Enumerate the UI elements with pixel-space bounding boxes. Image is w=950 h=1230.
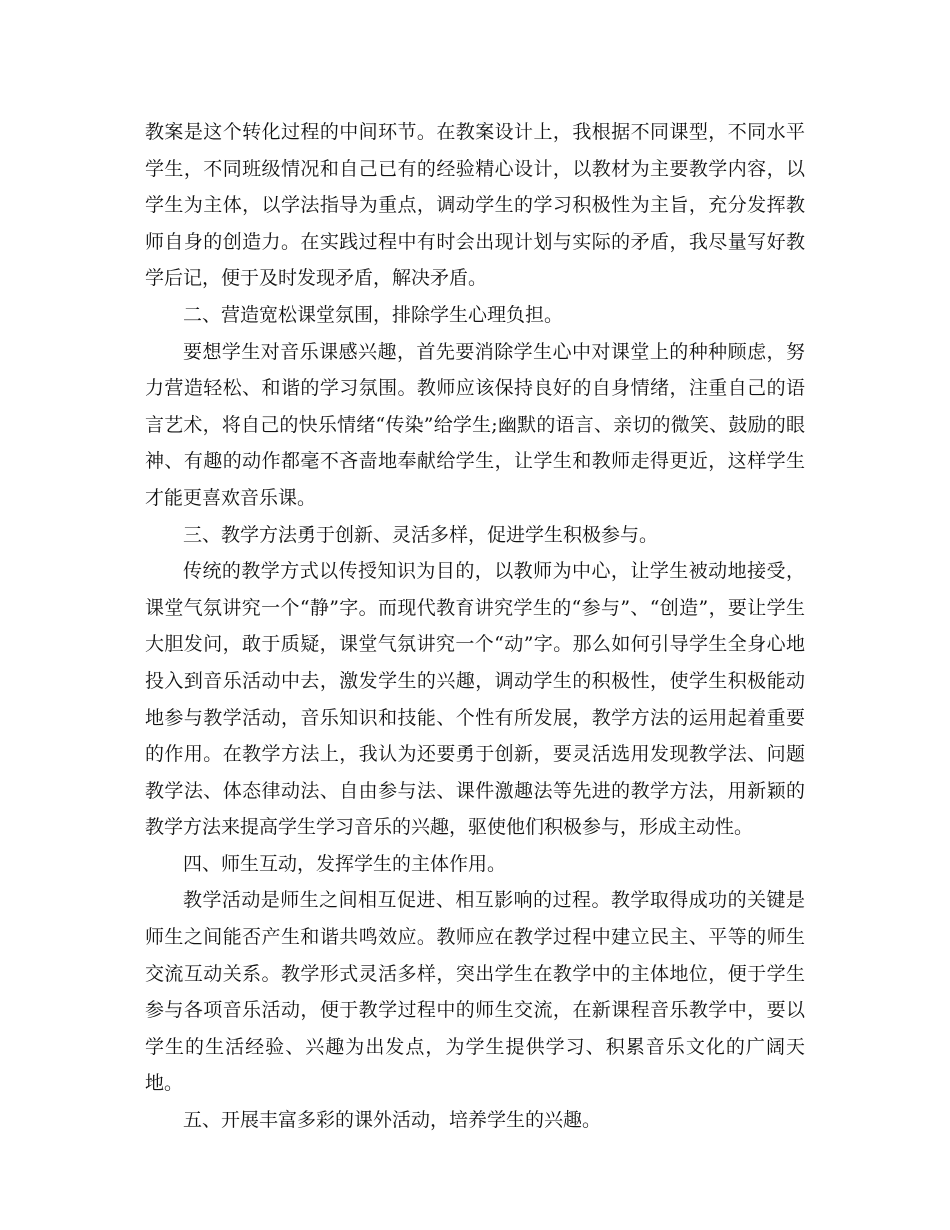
paragraph-teacher-student-interaction: 教学活动是师生之间相互促进、相互影响的过程。教学取得成功的关键是师生之间能否产生和谐共鸣效应。教师应在教学过程中建立民主、平等的师生交流互动关系。教学形式灵活多样，突出学生在教学中的主体地位，便于学生参与各项音乐活动，便于教学过程中的师生交流，在新课程音乐教学中，要以学生的生活经验、兴趣为出发点，为学生提供学习、积累音乐文化的广阔天地。 bbox=[145, 889, 805, 1095]
paragraph-teaching-methods: 传统的教学方式以传授知识为目的，以教师为中心，让学生被动地接受，课堂气氛讲究一个“静”字。而现代教育讲究学生的“参与”、“创造”，要让学生大胆发问，敢于质疑，课堂气氛讲究一个“动”字。那么如何引导学生全身心地投入到音乐活动中去，激发学生的兴趣，调动学生的积极性，使学生积极能动地参与教学活动，音乐知识和技能、个性有所发展，教学方法的运用起着重要的作用。在教学方法上，我认为还要勇于创新，要灵活选用发现教学法、问题教学法、体态律动法、自由参与法、课件激趣法等先进的教学方法，用新颖的教学方法来提高学生学习音乐的兴趣，驱使他们积极参与，形成主动性。 bbox=[145, 560, 805, 839]
section-heading-4: 四、师生互动，发挥学生的主体作用。 bbox=[183, 852, 507, 875]
document-body bbox=[145, 114, 805, 1139]
section-heading-3: 三、教学方法勇于创新、灵活多样，促进学生积极参与。 bbox=[183, 523, 659, 546]
section-heading-2: 二、营造宽松课堂氛围，排除学生心理负担。 bbox=[183, 303, 564, 326]
paragraph-lesson-plan: 教案是这个转化过程的中间环节。在教案设计上，我根据不同课型，不同水平学生，不同班级情况和自己已有的经验精心设计，以教材为主要教学内容，以学生为主体，以学法指导为重点，调动学生的学习积极性为主旨，充分发挥教师自身的创造力。在实践过程中有时会出现计划与实际的矛盾，我尽量写好教学后记，便于及时发现矛盾，解决矛盾。 bbox=[145, 121, 805, 290]
section-heading-5: 五、开展丰富多彩的课外活动，培养学生的兴趣。 bbox=[183, 1109, 602, 1132]
paragraph-classroom-atmosphere: 要想学生对音乐课感兴趣，首先要消除学生心中对课堂上的种种顾虑，努力营造轻松、和谐的学习氛围。教师应该保持良好的自身情绪，注重自己的语言艺术，将自己的快乐情绪“传染”给学生;幽默的语言、亲切的微笑、鼓励的眼神、有趣的动作都毫不吝啬地奉献给学生，让学生和教师走得更近，这样学生才能更喜欢音乐课。 bbox=[145, 340, 805, 509]
